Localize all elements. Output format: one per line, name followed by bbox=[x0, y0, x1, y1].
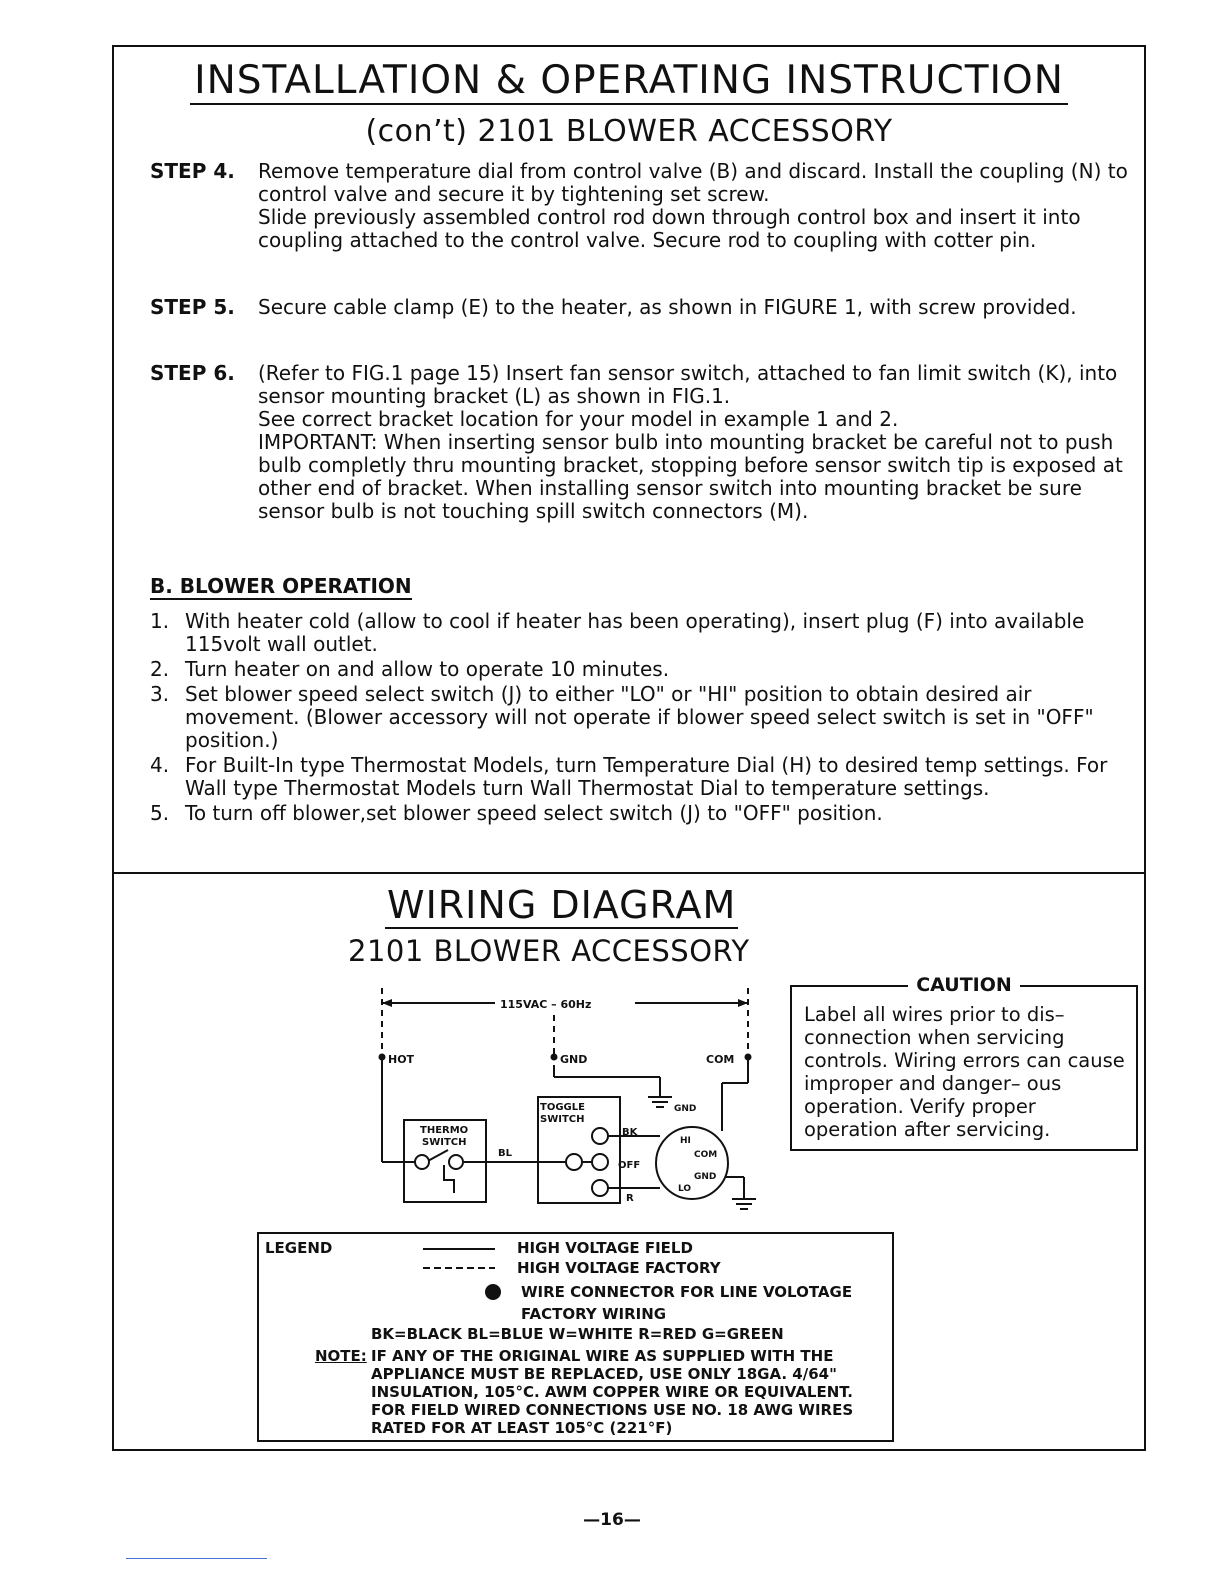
note-line: APPLIANCE MUST BE REPLACED, USE ONLY 18GA. 4/64" bbox=[371, 1365, 837, 1383]
step-text: Secure cable clamp (E) to the heater, as shown in FIGURE 1, with screw provided. bbox=[258, 295, 1077, 319]
blower-operation-list bbox=[150, 610, 1145, 827]
gnd-label: GND bbox=[560, 1053, 588, 1066]
legend-high-voltage-factory: HIGH VOLTAGE FACTORY bbox=[517, 1259, 721, 1277]
toggle-label: SWITCH bbox=[540, 1114, 585, 1125]
list-item bbox=[150, 754, 1145, 800]
motor-com-label: COM bbox=[694, 1150, 718, 1160]
toggle-terminal bbox=[592, 1128, 608, 1144]
step-label: STEP 4. bbox=[150, 159, 235, 183]
blower-motor bbox=[656, 1127, 728, 1199]
item-number: 2. bbox=[150, 657, 170, 681]
wiring-diagram-title: WIRING DIAGRAM bbox=[387, 883, 737, 927]
legend-high-voltage-field: HIGH VOLTAGE FIELD bbox=[517, 1239, 693, 1257]
note-line: IF ANY OF THE ORIGINAL WIRE AS SUPPLIED WITH THE bbox=[371, 1347, 834, 1365]
hot-label: HOT bbox=[388, 1053, 415, 1066]
legend-box bbox=[257, 1232, 894, 1442]
toggle-terminal bbox=[566, 1154, 582, 1170]
blower-operation-heading: B. BLOWER OPERATION bbox=[150, 574, 412, 598]
note-line: FOR FIELD WIRED CONNECTIONS USE NO. 18 AWG WIRES bbox=[371, 1401, 854, 1419]
wiring-diagram bbox=[360, 985, 780, 1230]
thermo-label: SWITCH bbox=[422, 1137, 467, 1148]
step-text: Remove temperature dial from control valve (B) and discard. Install the coupling (N) to control valve and secure it by tightening set screw. bbox=[258, 159, 1128, 206]
hi-label: HI bbox=[680, 1136, 691, 1146]
thermo-label: THERMO bbox=[420, 1125, 469, 1136]
lo-label: LO bbox=[678, 1184, 692, 1194]
item-text: To turn off blower,set blower speed select switch (J) to "OFF" position. bbox=[185, 801, 883, 825]
toggle-terminal bbox=[592, 1154, 608, 1170]
item-number: 1. bbox=[150, 609, 170, 633]
toggle-label: TOGGLE bbox=[540, 1102, 585, 1113]
step-text: IMPORTANT: When inserting sensor bulb into mounting bracket be careful not to push bulb completly thru mounting bracket, stopping before sensor switch tip is exposed at other end of bracket. When installing sensor switch into mounting bracket be sure sensor bulb is not touching spill switch connectors (M). bbox=[258, 430, 1123, 523]
arrow-head bbox=[382, 999, 392, 1007]
item-number: 3. bbox=[150, 682, 170, 706]
legend-connector-text: WIRE CONNECTOR FOR LINE VOLOTAGE bbox=[521, 1283, 853, 1301]
connector-dot-icon bbox=[485, 1284, 501, 1300]
item-text: Set blower speed select switch (J) to either "LO" or "HI" position to obtain desired air movement. (Blower accessory will not operate if blower speed select switch is set in "OFF" position.) bbox=[185, 682, 1094, 752]
wire-connector bbox=[745, 1054, 752, 1061]
step-label: STEP 6. bbox=[150, 361, 235, 385]
note-line: RATED FOR AT LEAST 105°C (221°F) bbox=[371, 1419, 673, 1437]
page-title: INSTALLATION & OPERATING INSTRUCTION bbox=[112, 58, 1146, 104]
section-divider bbox=[112, 872, 1146, 874]
r-label: R bbox=[626, 1193, 634, 1204]
note-line: INSULATION, 105°C. AWM COPPER WIRE OR EQUIVALENT. bbox=[371, 1383, 853, 1401]
caution-text: Label all wires prior to dis– connection when servicing controls. Wiring errors can cause improper and danger– ous operation. Verify proper operation after servicing. bbox=[804, 1003, 1125, 1141]
wire-connector bbox=[379, 1054, 386, 1061]
wire-connector bbox=[551, 1054, 558, 1061]
list-item bbox=[150, 610, 1145, 656]
gnd2-label: GND bbox=[674, 1104, 697, 1114]
item-number: 5. bbox=[150, 801, 170, 825]
wiring-diagram-subtitle: 2101 BLOWER ACCESSORY bbox=[348, 934, 750, 968]
legend-line-samples bbox=[419, 1240, 499, 1276]
arrow-head bbox=[738, 999, 748, 1007]
step-label: STEP 5. bbox=[150, 295, 235, 319]
thermo-terminal bbox=[415, 1155, 429, 1169]
item-text: For Built-In type Thermostat Models, turn Temperature Dial (H) to desired temp settings. For Wall type Thermostat Models turn Wall Thermostat Dial to temperature settings. bbox=[185, 753, 1108, 800]
page-subtitle: (con’t) 2101 BLOWER ACCESSORY bbox=[365, 114, 893, 149]
step-text: See correct bracket location for your model in example 1 and 2. bbox=[258, 407, 899, 431]
motor-gnd-label: GND bbox=[694, 1172, 717, 1182]
list-item bbox=[150, 658, 1145, 681]
item-text: With heater cold (allow to cool if heater has been operating), insert plug (F) into available 115volt wall outlet. bbox=[185, 609, 1085, 656]
thermo-terminal bbox=[449, 1155, 463, 1169]
page-number: —16— bbox=[583, 1510, 641, 1530]
list-item bbox=[150, 683, 1145, 752]
item-text: Turn heater on and allow to operate 10 minutes. bbox=[185, 657, 670, 681]
footer-rule bbox=[126, 1558, 267, 1559]
caution-box bbox=[790, 974, 1138, 1151]
item-number: 4. bbox=[150, 753, 170, 777]
legend-color-codes: BK=BLACK BL=BLUE W=WHITE R=RED G=GREEN bbox=[371, 1325, 784, 1343]
caution-heading: CAUTION bbox=[908, 974, 1020, 996]
off-label: OFF bbox=[618, 1160, 641, 1171]
note-label: NOTE: bbox=[315, 1347, 367, 1365]
list-item bbox=[150, 802, 1145, 825]
supply-label: 115VAC – 60Hz bbox=[500, 998, 592, 1011]
legend-label: LEGEND bbox=[265, 1239, 333, 1257]
bl-label: BL bbox=[498, 1148, 512, 1159]
toggle-terminal bbox=[592, 1180, 608, 1196]
legend-connector-text: FACTORY WIRING bbox=[521, 1305, 667, 1323]
step-text: (Refer to FIG.1 page 15) Insert fan sensor switch, attached to fan limit switch (K), into sensor mounting bracket (L) as shown in FIG.1. bbox=[258, 361, 1118, 408]
step-text: Slide previously assembled control rod down through control box and insert it into coupling attached to the control valve. Secure rod to coupling with cotter pin. bbox=[258, 205, 1081, 252]
bk-label: BK bbox=[622, 1127, 638, 1138]
com-label: COM bbox=[706, 1053, 735, 1066]
thermo-bimetal bbox=[444, 1165, 454, 1193]
